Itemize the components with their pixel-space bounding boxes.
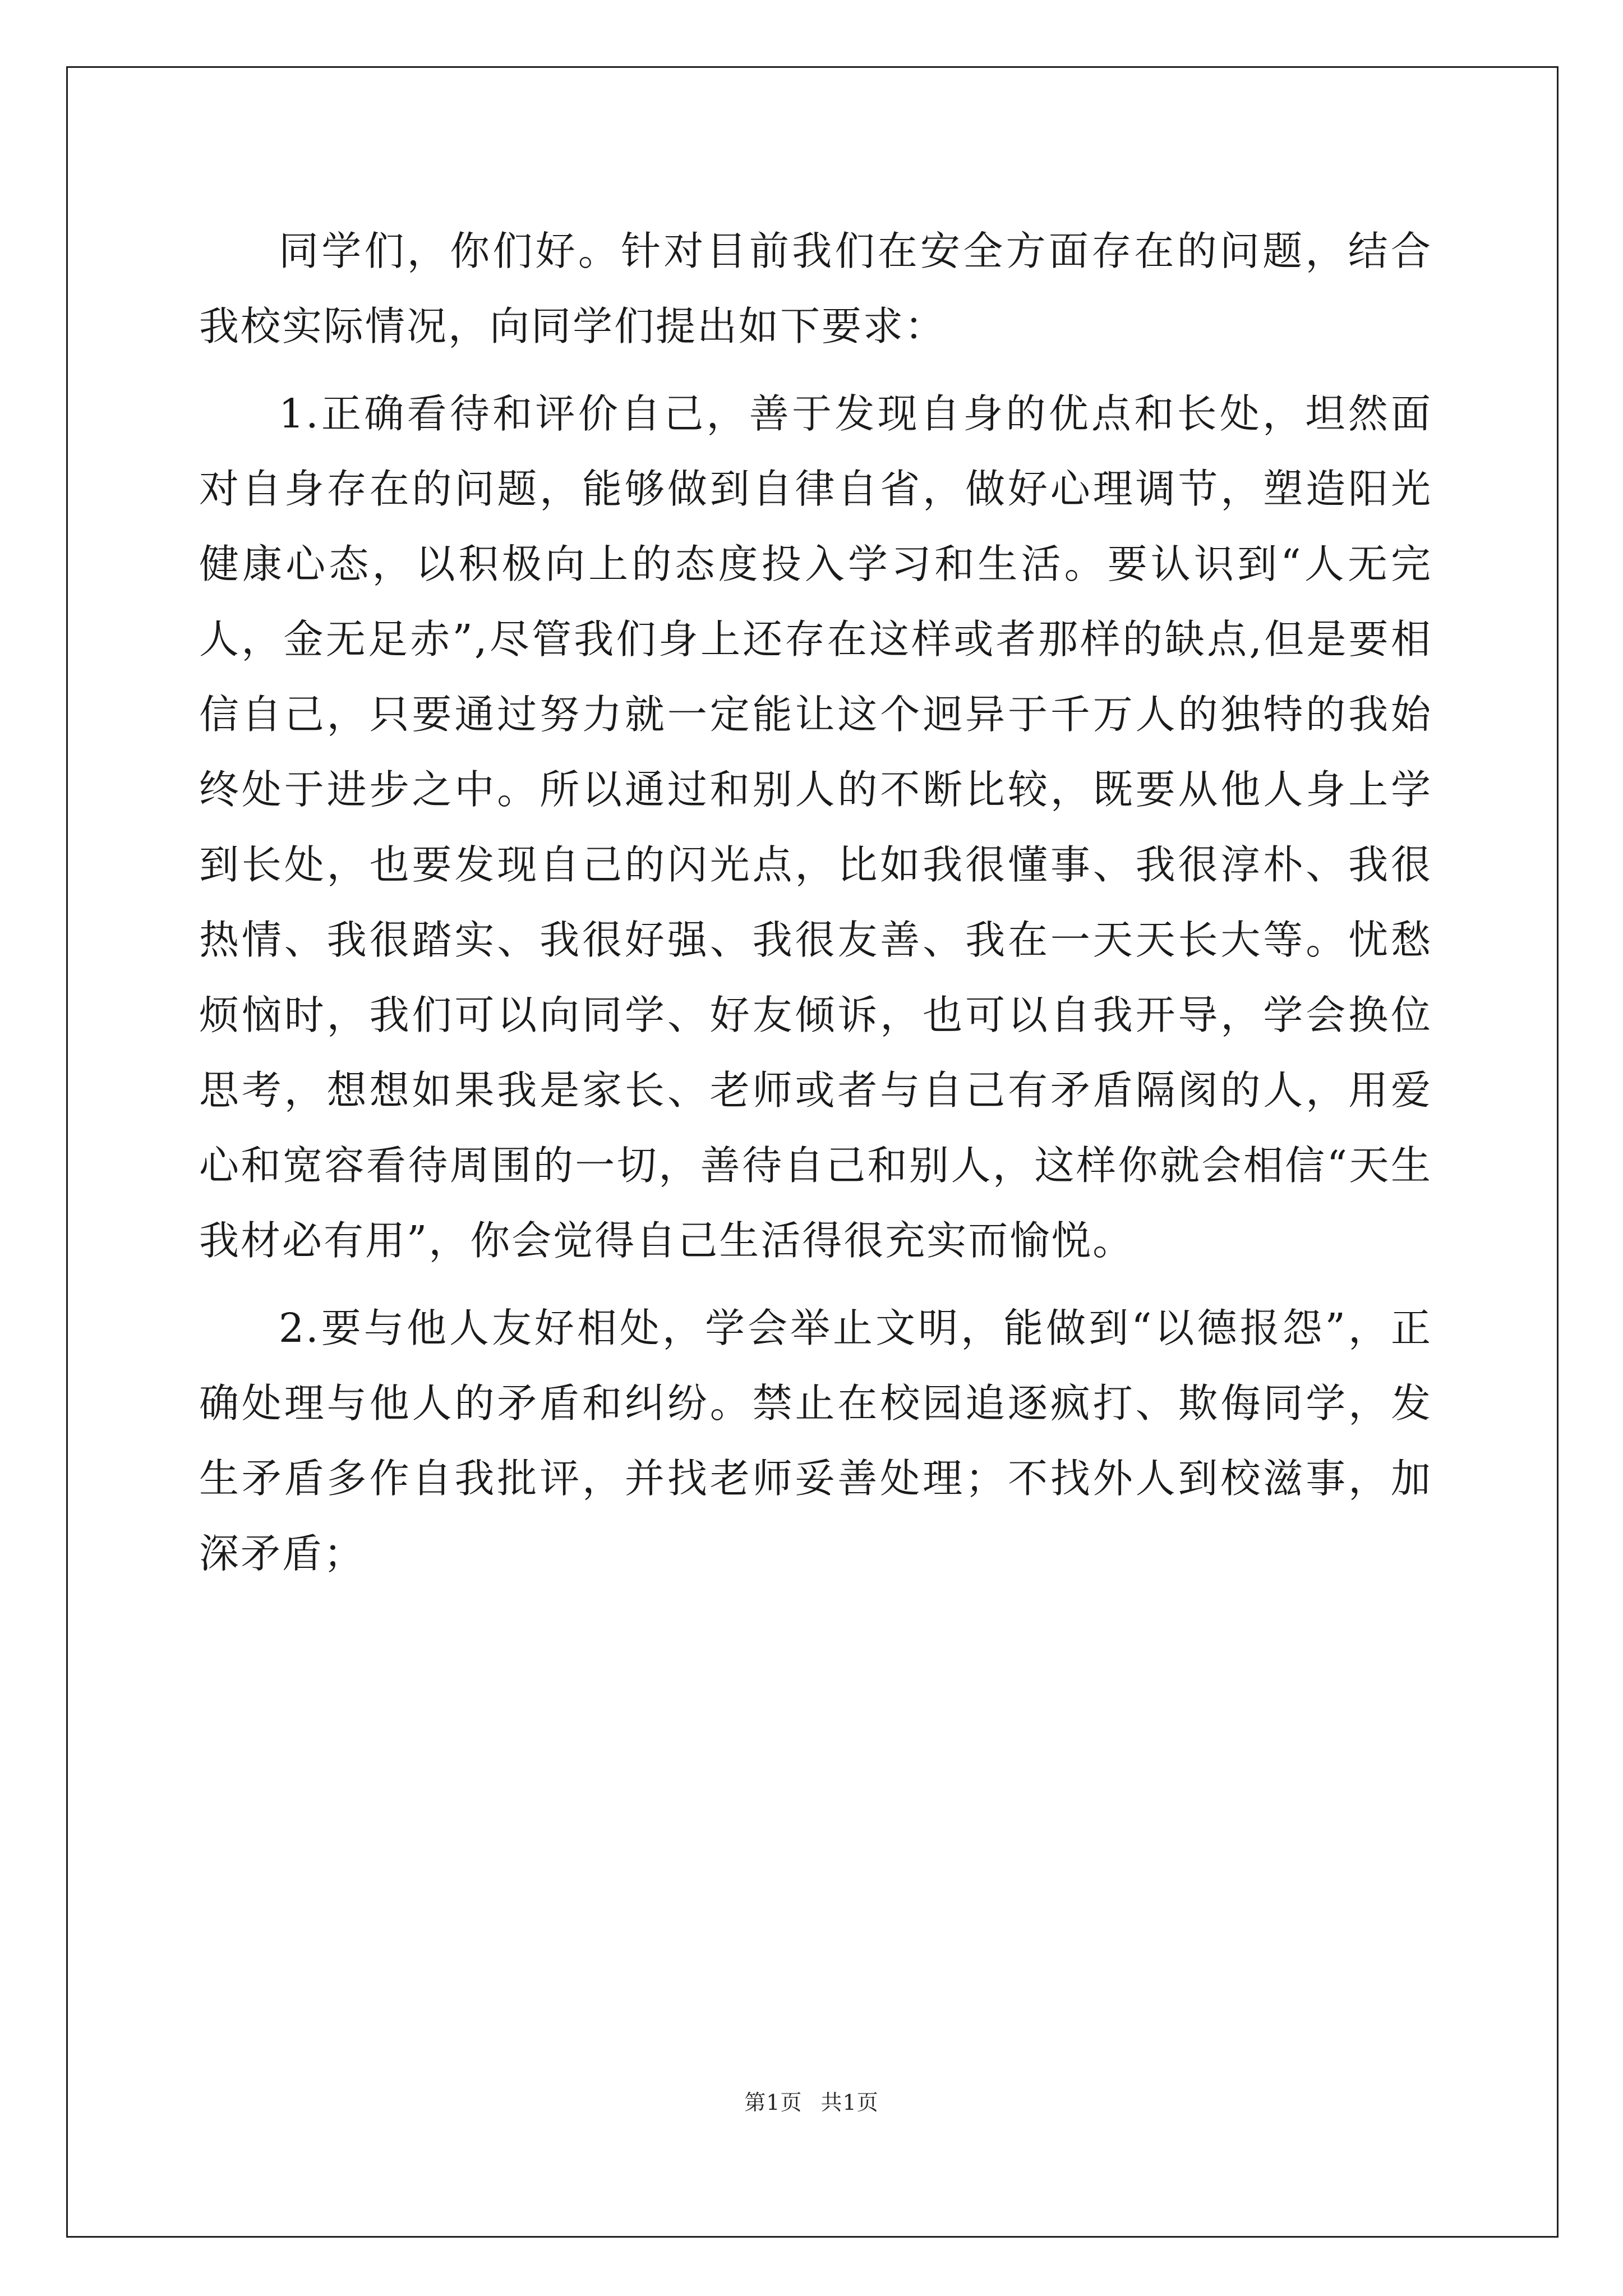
paragraph-item-1: 1.正确看待和评价自己，善于发现自身的优点和长处，坦然面对自身存在的问题，能够做到自律自省，做好心理调节，塑造阳光健康心态，以积极向上的态度投入学习和生活。要认识到“人无完人，金无足赤”,尽管我们身上还存在这样或者那样的缺点,但是要相信自己，只要通过努力就一定能让这个迥异于千万人的独特的我始终处于进步之中。所以通过和别人的不断比较，既要从他人身上学到长处，也要发现自己的闪光点，比如我很懂事、我很淳朴、我很热情、我很踏实、我很好强、我很友善、我在一天天长大等。忧愁烦恼时，我们可以向同学、好友倾诉，也可以自我开导，学会换位思考，想想如果我是家长、老师或者与自己有矛盾隔阂的人，用爱心和宽容看待周围的一切，善待自己和别人，这样你就会相信“天生我材必有用”，你会觉得自己生活得很充实而愉悦。 — [199, 390, 1432, 1264]
paragraph-item-2: 2.要与他人友好相处，学会举止文明，能做到“以德报怨”，正确处理与他人的矛盾和纠纷。禁止在校园追逐疯打、欺侮同学，发生矛盾多作自我批评，并找老师妥善处理；不找外人到校滋事，加深矛盾； — [199, 1305, 1432, 1577]
page-footer — [0, 2085, 1623, 2116]
document-body — [199, 214, 1432, 1604]
page-number: 第1页 — [744, 2090, 803, 2115]
paragraph-intro: 同学们，你们好。针对目前我们在安全方面存在的问题，结合我校实际情况，向同学们提出如下要求： — [199, 228, 1432, 349]
page-total: 共1页 — [820, 2090, 879, 2115]
